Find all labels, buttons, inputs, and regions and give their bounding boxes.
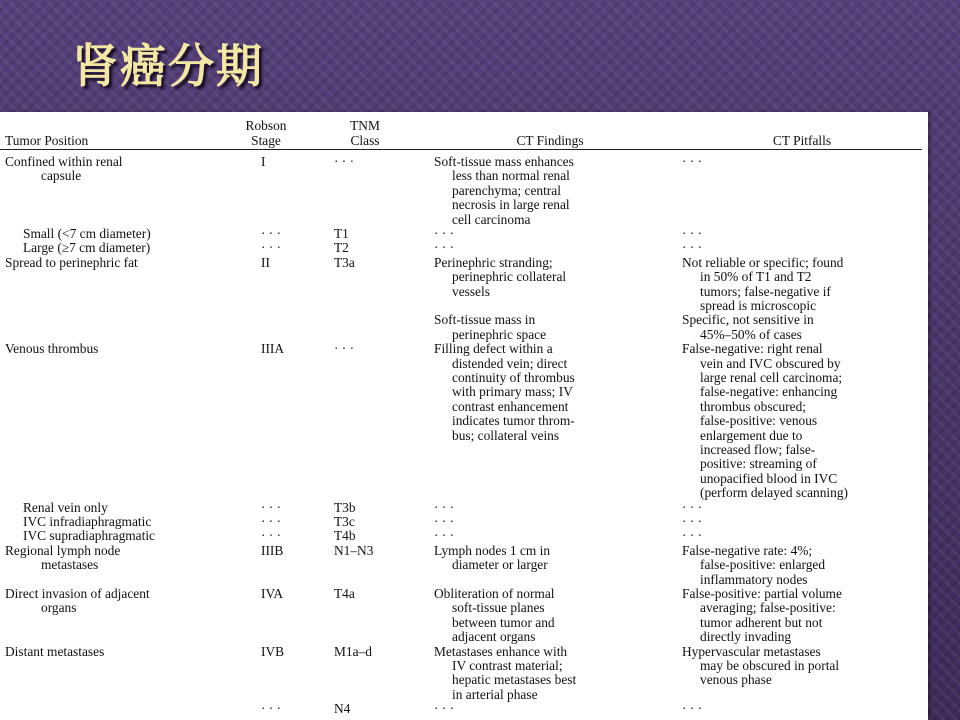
ct-pitfalls-cell [682, 544, 928, 587]
ct-pitfalls-cell [682, 515, 928, 529]
ct-pitfalls-cell-line: (perform delayed scanning) [700, 485, 848, 501]
tnm-class-cell: N4 [334, 701, 351, 717]
tumor-position-cell [5, 515, 261, 529]
ct-pitfalls-cell [682, 529, 928, 543]
robson-stage-cell: · · · [261, 701, 282, 717]
ct-findings-cell [434, 313, 666, 342]
ct-pitfalls-cell-line: · · · [682, 226, 703, 241]
ct-findings-cell-line: · · · [434, 499, 455, 515]
ct-pitfalls-cell-line: positive: streaming of [700, 456, 817, 472]
ct-pitfalls-cell-line: large renal cell carcinoma; [700, 369, 843, 385]
table-row [0, 515, 928, 529]
tumor-position-cell [5, 256, 243, 270]
ct-pitfalls-cell-line: False-negative rate: 4%; [682, 542, 813, 558]
header-rule [0, 149, 922, 150]
table-row [0, 155, 928, 227]
ct-pitfalls-cell-line: False-negative: right renal [682, 341, 823, 357]
table-row [0, 501, 928, 515]
table-row [0, 342, 928, 500]
tumor-position-cell-line: Renal vein only [23, 499, 108, 515]
ct-findings-cell-line: with primary mass; IV [452, 384, 573, 400]
header-ct-pitfalls: CT Pitfalls [772, 133, 832, 148]
ct-pitfalls-cell-line: false-positive: venous [700, 413, 818, 429]
tumor-position-cell [5, 155, 243, 184]
header-robson-stage: Robson Stage [245, 118, 287, 148]
ct-findings-cell-line: between tumor and [452, 614, 555, 630]
table-row [0, 645, 928, 703]
ct-findings-cell [434, 587, 666, 645]
ct-pitfalls-cell-line: · · · [682, 499, 703, 515]
ct-findings-cell-line: bus; collateral veins [452, 427, 560, 443]
tumor-position-cell-line: Direct invasion of adjacent [5, 585, 150, 601]
tnm-class-cell: T4a [334, 585, 355, 601]
tnm-class-cell: · · · [334, 154, 355, 169]
table-row [0, 256, 928, 314]
ct-findings-cell [434, 544, 666, 573]
robson-stage-cell: · · · [261, 226, 282, 241]
ct-findings-cell [434, 241, 666, 255]
ct-pitfalls-cell-line: · · · [682, 240, 703, 256]
ct-findings-cell [434, 515, 666, 529]
robson-stage-cell: IVB [261, 643, 285, 659]
ct-pitfalls-cell-line: increased flow; false- [700, 442, 816, 458]
ct-findings-cell-line: vessels [452, 283, 490, 299]
tnm-class-cell: · · · [334, 341, 355, 357]
ct-findings-cell-line: Soft-tissue mass enhances [434, 154, 574, 169]
ct-findings-cell-line: diameter or larger [452, 557, 548, 573]
tnm-class-cell: T3b [334, 499, 356, 515]
tumor-position-cell-line: Spread to perinephric fat [5, 254, 138, 270]
ct-pitfalls-cell-line: false-positive: enlarged [700, 557, 826, 573]
ct-findings-cell-line: contrast enhancement [452, 398, 569, 414]
ct-pitfalls-cell-line: False-positive: partial volume [682, 585, 842, 601]
tumor-position-cell-line: Distant metastases [5, 643, 105, 659]
ct-pitfalls-cell-line: tumors; false-negative if [700, 283, 831, 299]
ct-pitfalls-cell-line: directly invading [700, 629, 792, 645]
ct-findings-cell-line: Perinephric stranding; [434, 254, 553, 270]
ct-pitfalls-cell-line: · · · [682, 513, 703, 529]
ct-pitfalls-cell-line: in 50% of T1 and T2 [700, 269, 812, 285]
slide-title: 肾癌分期 [72, 39, 264, 93]
ct-findings-cell [434, 155, 666, 227]
ct-findings-cell-line: less than normal renal [452, 168, 570, 184]
ct-pitfalls-cell-line: false-negative: enhancing [700, 384, 838, 400]
robson-stage-cell: II [261, 254, 270, 270]
ct-findings-cell-line: hepatic metastases best [452, 672, 577, 688]
ct-findings-cell-line: Soft-tissue mass in [434, 312, 536, 328]
ct-findings-cell-line: Metastases enhance with [434, 643, 568, 659]
ct-pitfalls-cell-line: vein and IVC obscured by [700, 355, 841, 371]
table-row [0, 313, 928, 342]
ct-pitfalls-cell [682, 155, 928, 169]
tumor-position-cell-line: IVC infradiaphragmatic [23, 513, 152, 529]
table-header [0, 112, 928, 150]
table-row [0, 702, 928, 716]
ct-pitfalls-cell-line: venous phase [700, 672, 772, 688]
ct-findings-cell-line: · · · [434, 528, 455, 544]
ct-pitfalls-cell-line: · · · [682, 701, 703, 717]
ct-pitfalls-cell-line: enlargement due to [700, 427, 803, 443]
robson-stage-cell: · · · [261, 499, 282, 515]
tumor-position-cell-line: IVC supradiaphragmatic [23, 528, 156, 544]
ct-findings-cell-line: in arterial phase [452, 686, 538, 702]
tumor-position-cell [5, 501, 261, 515]
robson-stage-cell: · · · [261, 528, 282, 544]
robson-stage-cell: IIIA [261, 341, 285, 357]
header-tnm-class: TNM Class [350, 118, 380, 148]
ct-pitfalls-cell [682, 645, 928, 688]
ct-findings-cell-line: indicates tumor throm- [452, 413, 575, 429]
table-row [0, 529, 928, 543]
ct-pitfalls-cell-line: averaging; false-positive: [700, 600, 836, 616]
ct-pitfalls-cell-line: Hypervascular metastases [682, 643, 821, 659]
table-row [0, 241, 928, 255]
tnm-class-cell: T4b [334, 528, 356, 544]
staging-table [0, 112, 928, 720]
tnm-class-cell: N1–N3 [334, 542, 374, 558]
ct-findings-cell [434, 529, 666, 543]
ct-findings-cell-line: Obliteration of normal [434, 585, 555, 601]
tumor-position-cell [5, 227, 261, 241]
tumor-position-cell [5, 645, 243, 659]
ct-findings-cell-line: perinephric collateral [452, 269, 567, 285]
ct-pitfalls-cell [682, 256, 928, 314]
robson-stage-cell: IIIB [261, 542, 284, 558]
ct-pitfalls-cell [682, 702, 928, 716]
ct-pitfalls-cell-line: inflammatory nodes [700, 571, 808, 587]
table-body [0, 155, 928, 717]
tumor-position-cell [5, 587, 243, 616]
ct-pitfalls-cell [682, 501, 928, 515]
ct-pitfalls-cell-line: thrombus obscured; [700, 398, 806, 414]
tnm-class-cell: T3c [334, 513, 355, 529]
tumor-position-cell [5, 544, 243, 573]
ct-findings-cell-line: · · · [434, 701, 455, 717]
ct-pitfalls-cell-line: unopacified blood in IVC [700, 470, 838, 486]
ct-pitfalls-cell-line: may be obscured in portal [700, 657, 840, 673]
ct-findings-cell-line: perinephric space [452, 326, 547, 342]
ct-findings-cell-line: Lymph nodes 1 cm in [434, 542, 551, 558]
ct-pitfalls-cell-line: spread is microscopic [700, 298, 817, 313]
ct-findings-cell-line: Filling defect within a [434, 341, 553, 357]
ct-findings-cell [434, 342, 666, 443]
robson-stage-cell: I [261, 154, 266, 169]
tumor-position-cell-line: Regional lymph node [5, 542, 121, 558]
tnm-class-cell: T2 [334, 240, 349, 256]
tumor-position-cell-line: metastases [41, 557, 99, 573]
tumor-position-cell [5, 529, 261, 543]
tnm-class-cell: T3a [334, 254, 355, 270]
ct-findings-cell-line: distended vein; direct [452, 355, 568, 371]
robson-stage-cell: IVA [261, 585, 284, 601]
table-row [0, 227, 928, 241]
ct-pitfalls-cell [682, 587, 928, 645]
ct-findings-cell-line: soft-tissue planes [452, 600, 545, 616]
ct-findings-cell-line: · · · [434, 240, 455, 256]
ct-pitfalls-cell [682, 342, 928, 500]
ct-pitfalls-cell-line: Specific, not sensitive in [682, 312, 814, 328]
ct-pitfalls-cell [682, 241, 928, 255]
table-row [0, 544, 928, 587]
ct-pitfalls-cell-line: 45%–50% of cases [700, 326, 802, 342]
robson-stage-cell: · · · [261, 240, 282, 256]
ct-findings-cell-line: parenchyma; central [452, 182, 561, 198]
ct-findings-cell [434, 501, 666, 515]
ct-findings-cell [434, 227, 666, 241]
robson-stage-cell: · · · [261, 513, 282, 529]
ct-findings-cell-line: cell carcinoma [452, 211, 531, 227]
header-tumor-position: Tumor Position [5, 133, 89, 148]
tumor-position-cell [5, 241, 261, 255]
ct-findings-cell-line: · · · [434, 513, 455, 529]
ct-pitfalls-cell-line: · · · [682, 154, 703, 169]
ct-findings-cell [434, 702, 666, 716]
header-ct-findings: CT Findings [516, 133, 584, 148]
table-row [0, 587, 928, 645]
tumor-position-cell-line: capsule [41, 168, 82, 184]
ct-findings-cell-line: continuity of thrombus [452, 369, 575, 385]
ct-pitfalls-cell-line: tumor adherent but not [700, 614, 823, 630]
tnm-class-cell: M1a–d [334, 643, 372, 659]
tumor-position-cell-line: Venous thrombus [5, 341, 99, 357]
ct-findings-cell [434, 256, 666, 299]
ct-findings-cell-line: necrosis in large renal [452, 197, 570, 213]
ct-findings-cell-line: adjacent organs [452, 629, 536, 645]
tumor-position-cell-line: Large (≥7 cm diameter) [23, 240, 151, 256]
ct-findings-cell-line: IV contrast material; [452, 657, 563, 673]
ct-pitfalls-cell-line: Not reliable or specific; found [682, 254, 844, 270]
ct-findings-cell-line: · · · [434, 226, 455, 241]
ct-pitfalls-cell [682, 313, 928, 342]
ct-pitfalls-cell [682, 227, 928, 241]
tumor-position-cell-line: Small (<7 cm diameter) [23, 226, 151, 241]
tumor-position-cell [5, 342, 243, 356]
tumor-position-cell-line: Confined within renal [5, 154, 123, 169]
tumor-position-cell-line: organs [41, 600, 77, 616]
tnm-class-cell: T1 [334, 226, 349, 241]
ct-pitfalls-cell-line: · · · [682, 528, 703, 544]
ct-findings-cell [434, 645, 666, 703]
